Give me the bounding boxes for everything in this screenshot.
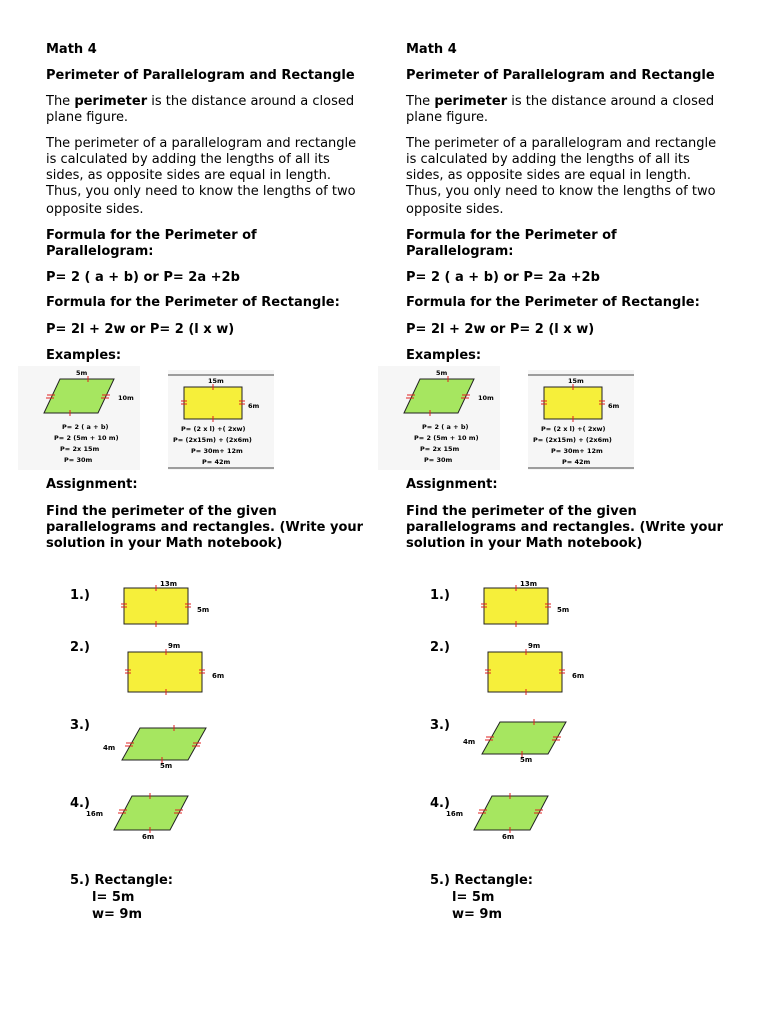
problem-5-width: w= 9m [452, 907, 503, 922]
problem-number: 3.) [70, 718, 90, 733]
example-rectangle-figure [168, 370, 274, 470]
problem-1-side-label: 5m [197, 606, 210, 614]
problem-4-bottom-label: 6m [502, 833, 515, 841]
definition-line-2: plane figure. [406, 110, 489, 125]
example-rect-top-label: 15m [208, 377, 224, 385]
example-rect-line: P= 42m [562, 458, 591, 466]
example-rect-line: P= (2 x l) +( 2xw) [181, 425, 246, 433]
examples-heading: Examples: [406, 348, 482, 363]
parallelogram-formula-heading: Parallelogram: [406, 244, 514, 259]
example-para-top-label: 5m [436, 369, 448, 377]
para-line: opposite sides. [46, 202, 144, 217]
para-line: The perimeter of a parallelogram and rectangle [406, 136, 717, 151]
problem-number: 1.) [70, 588, 90, 603]
problem-2-rectangle [476, 638, 596, 700]
problem-number: 2.) [430, 640, 450, 655]
problem-number: 4.) [70, 796, 90, 811]
assignment-heading: Assignment: [46, 477, 138, 492]
parallelogram-formula-heading: Formula for the Perimeter of [46, 228, 257, 243]
rectangle-formula: P= 2l + 2w or P= 2 (l x w) [406, 322, 595, 337]
example-para-side-label: 10m [478, 394, 494, 402]
problem-3-bottom-label: 5m [160, 762, 173, 770]
problem-2-side-label: 6m [572, 672, 585, 680]
para-line: is calculated by adding the lengths of all its [406, 152, 690, 167]
example-rectangle-figure [528, 370, 634, 470]
parallelogram-formula: P= 2 ( a + b) or P= 2a +2b [46, 270, 240, 285]
para-line: opposite sides. [406, 202, 504, 217]
example-parallelogram-figure [378, 366, 500, 470]
example-para-line: P= 2 (5m + 10 m) [54, 434, 119, 442]
example-para-line: P= 30m [64, 456, 93, 464]
example-rect-side-label: 6m [608, 402, 620, 410]
worksheet-title: Perimeter of Parallelogram and Rectangle [406, 68, 715, 83]
definition-prefix: The [46, 94, 75, 109]
problem-5-heading: 5.) Rectangle: [430, 873, 534, 888]
parallelogram-formula: P= 2 ( a + b) or P= 2a +2b [406, 270, 600, 285]
worksheet-left [46, 0, 376, 1024]
parallelogram-formula-heading: Parallelogram: [46, 244, 154, 259]
problem-4-side-label: 16m [86, 810, 104, 818]
problem-2-rectangle [116, 638, 236, 700]
assignment-instruction: solution in your Math notebook) [46, 536, 283, 551]
problem-number: 4.) [430, 796, 450, 811]
problem-3-parallelogram [456, 712, 626, 768]
rectangle-formula: P= 2l + 2w or P= 2 (l x w) [46, 322, 235, 337]
definition-line-2: plane figure. [46, 110, 129, 125]
assignment-heading: Assignment: [406, 477, 498, 492]
problem-1-top-label: 13m [520, 580, 538, 588]
definition-term: perimeter [434, 94, 508, 109]
worksheet-right [406, 0, 736, 1024]
example-para-line: P= 2 (5m + 10 m) [414, 434, 479, 442]
problem-5-length: l= 5m [452, 890, 495, 905]
para-line: sides, as opposite sides are equal in length. [46, 168, 332, 183]
problem-number: 2.) [70, 640, 90, 655]
assignment-instruction: Find the perimeter of the given [46, 504, 277, 519]
problem-3-side-label: 4m [463, 738, 476, 746]
assignment-instruction: parallelograms and rectangles. (Write your [406, 520, 724, 535]
example-rect-line: P= (2x15m) + (2x6m) [173, 436, 252, 444]
example-rect-top-label: 15m [568, 377, 584, 385]
examples-heading: Examples: [46, 348, 122, 363]
problem-1-rectangle [476, 578, 586, 630]
problem-number: 3.) [430, 718, 450, 733]
problem-4-parallelogram [444, 788, 614, 844]
example-parallelogram-panel [378, 366, 500, 470]
problem-5-width: w= 9m [92, 907, 143, 922]
parallelogram-formula-heading: Formula for the Perimeter of [406, 228, 617, 243]
example-rect-line: P= (2x15m) + (2x6m) [533, 436, 612, 444]
assignment-instruction: parallelograms and rectangles. (Write your [46, 520, 364, 535]
definition-prefix: The [406, 94, 435, 109]
worksheet-title: Perimeter of Parallelogram and Rectangle [46, 68, 355, 83]
assignment-instruction: Find the perimeter of the given [406, 504, 637, 519]
example-rect-line: P= 30m+ 12m [191, 447, 243, 455]
para-line: Thus, you only need to know the lengths of two [46, 184, 356, 199]
example-rectangle-panel [168, 370, 274, 470]
para-line: is calculated by adding the lengths of all its [46, 152, 330, 167]
problem-5-heading: 5.) Rectangle: [70, 873, 174, 888]
example-para-line: P= 2 ( a + b) [422, 423, 469, 431]
example-parallelogram-panel [18, 366, 140, 470]
example-rect-line: P= 42m [202, 458, 231, 466]
definition-rest: is the distance around a closed [147, 94, 355, 109]
problem-2-side-label: 6m [212, 672, 225, 680]
example-para-side-label: 10m [118, 394, 134, 402]
example-para-line: P= 2x 15m [60, 445, 100, 453]
problem-4-parallelogram [84, 788, 254, 844]
course-label: Math 4 [46, 42, 97, 57]
problem-3-side-label: 4m [103, 744, 116, 752]
example-para-top-label: 5m [76, 369, 88, 377]
problem-2-top-label: 9m [168, 642, 181, 650]
assignment-instruction: solution in your Math notebook) [406, 536, 643, 551]
problem-5-length: l= 5m [92, 890, 135, 905]
problem-3-bottom-label: 5m [520, 756, 533, 764]
problem-1-rectangle [116, 578, 226, 630]
para-line: Thus, you only need to know the lengths of two [406, 184, 716, 199]
problem-2-top-label: 9m [528, 642, 541, 650]
problem-number: 1.) [430, 588, 450, 603]
example-parallelogram-figure [18, 366, 140, 470]
definition-line-1 [46, 94, 354, 110]
rectangle-formula-heading: Formula for the Perimeter of Rectangle: [406, 295, 700, 310]
problem-3-parallelogram [96, 718, 266, 774]
example-rect-side-label: 6m [248, 402, 260, 410]
definition-term: perimeter [74, 94, 148, 109]
problem-1-top-label: 13m [160, 580, 178, 588]
example-para-line: P= 2 ( a + b) [62, 423, 109, 431]
example-rect-line: P= 30m+ 12m [551, 447, 603, 455]
para-line: The perimeter of a parallelogram and rectangle [46, 136, 357, 151]
definition-rest: is the distance around a closed [507, 94, 715, 109]
definition-line-1 [406, 94, 714, 110]
problem-4-side-label: 16m [446, 810, 464, 818]
problem-1-side-label: 5m [557, 606, 570, 614]
example-para-line: P= 2x 15m [420, 445, 460, 453]
example-rectangle-panel [528, 370, 634, 470]
rectangle-formula-heading: Formula for the Perimeter of Rectangle: [46, 295, 340, 310]
example-para-line: P= 30m [424, 456, 453, 464]
example-rect-line: P= (2 x l) +( 2xw) [541, 425, 606, 433]
para-line: sides, as opposite sides are equal in length. [406, 168, 692, 183]
problem-4-bottom-label: 6m [142, 833, 155, 841]
course-label: Math 4 [406, 42, 457, 57]
